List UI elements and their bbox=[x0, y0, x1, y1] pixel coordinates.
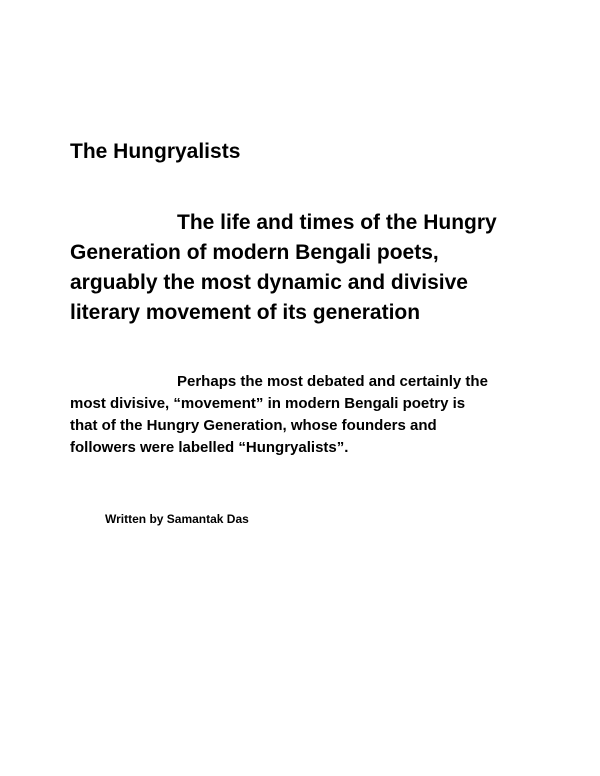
intro-line: Perhaps the most debated and certainly the bbox=[177, 373, 488, 390]
subtitle-line: arguably the most dynamic and divisive bbox=[70, 271, 468, 294]
document-subtitle bbox=[70, 208, 540, 328]
intro-paragraph bbox=[70, 371, 540, 459]
document-title: The Hungryalists bbox=[70, 140, 241, 163]
intro-line: that of the Hungry Generation, whose founders and bbox=[70, 417, 437, 434]
author-byline: Written by Samantak Das bbox=[105, 512, 249, 526]
subtitle-line: literary movement of its generation bbox=[70, 301, 421, 324]
intro-line: followers were labelled “Hungryalists”. bbox=[70, 439, 349, 456]
subtitle-line: The life and times of the Hungry bbox=[177, 211, 497, 234]
subtitle-line: Generation of modern Bengali poets, bbox=[70, 241, 439, 264]
intro-line: most divisive, “movement” in modern Bengali poetry is bbox=[70, 395, 466, 412]
